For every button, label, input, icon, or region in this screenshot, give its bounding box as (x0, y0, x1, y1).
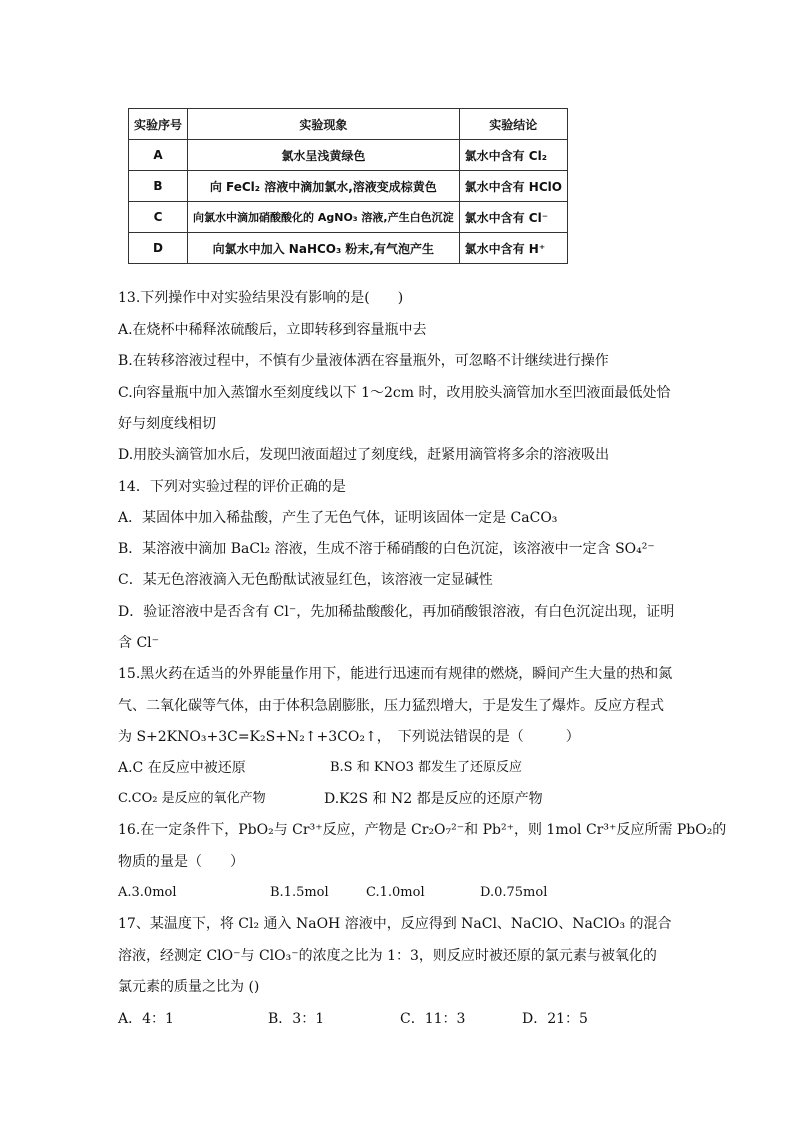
q13-stem: 13.下列操作中对实验结果没有影响的是( ) (118, 290, 404, 306)
q17-option-c: C．11：3 (400, 1011, 466, 1027)
q13-option-b: B.在转移溶液过程中，不慎有少量液体洒在容量瓶外，可忽略不计继续进行操作 (118, 353, 609, 369)
q15-line3: 为 S+2KNO₃+3C=K₂S+N₂↑+3CO₂↑， 下列说法错误的是（ ） (118, 729, 580, 745)
q15-line2: 气、二氧化碳等气体，由于体积急剧膨胀，压力猛烈增大，于是发生了爆炸。反应方程式 (118, 698, 664, 714)
header-phenomenon: 实验现象 (188, 109, 460, 140)
q13-option-c-line2: 好与刻度线相切 (118, 416, 216, 432)
row-phenomenon: 向氯水中加入 NaHCO₃ 粉末,有气泡产生 (188, 233, 460, 264)
row-phenomenon: 氯水呈浅黄绿色 (188, 140, 460, 171)
q16-option-d: D.0.75mol (480, 885, 548, 900)
q13-option-a: A.在烧杯中稀释浓硫酸后，立即转移到容量瓶中去 (118, 322, 427, 338)
q15-option-c: C.CO₂ 是反应的氧化产物 (118, 791, 266, 806)
q13-option-d: D.用胶头滴管加水后，发现凹液面超过了刻度线，赶紧用滴管将多余的溶液吸出 (118, 447, 610, 463)
header-conclusion: 实验结论 (459, 109, 567, 140)
q16-line1: 16.在一定条件下，PbO₂与 Cr³⁺反应，产物是 Cr₂O₇²⁻和 Pb²⁺，则 1mol Cr³⁺反应所需 PbO₂的 (118, 822, 727, 838)
row-phenomenon: 向氯水中滴加硝酸酸化的 AgNO₃ 溶液,产生白色沉淀 (188, 202, 460, 233)
q15-line1: 15.黑火药在适当的外界能量作用下，能进行迅速而有规律的燃烧，瞬间产生大量的热和氮 (118, 666, 673, 682)
q14-option-d-line2: 含 Cl⁻ (118, 635, 160, 651)
row-conclusion: 氯水中含有 Cl₂ (459, 140, 567, 171)
q17-option-a: A．4：1 (118, 1011, 174, 1027)
q14-option-a: A．某固体中加入稀盐酸，产生了无色气体，证明该固体一定是 CaCO₃ (118, 510, 558, 526)
q15-option-d: D.K2S 和 N2 都是反应的还原产物 (324, 791, 543, 807)
table-row (129, 233, 568, 264)
experiment-table (128, 108, 568, 264)
q13-option-c-line1: C.向容量瓶中加入蒸馏水至刻度线以下 1～2cm 时，改用胶头滴管加水至凹液面最低处恰 (118, 385, 671, 401)
row-conclusion: 氯水中含有 Cl⁻ (459, 202, 567, 233)
q16-option-a: A.3.0mol (118, 885, 177, 900)
table-row (129, 202, 568, 233)
header-exp-no: 实验序号 (129, 109, 188, 140)
row-conclusion: 氯水中含有 HClO (459, 171, 567, 202)
row-conclusion: 氯水中含有 H⁺ (459, 233, 567, 264)
q14-option-d-line1: D．验证溶液中是否含有 Cl⁻，先加稀盐酸酸化，再加硝酸银溶液，有白色沉淀出现，证明 (118, 604, 675, 620)
q16-option-c: C.1.0mol (366, 885, 425, 900)
q15-option-b: B.S 和 KNO3 都发生了还原反应 (330, 760, 523, 775)
table-row (129, 171, 568, 202)
q17-line3: 氯元素的质量之比为 () (118, 979, 260, 995)
q16-line2: 物质的量是（ ） (118, 854, 244, 870)
table-row (129, 140, 568, 171)
table-header-row (129, 109, 568, 140)
row-id: A (129, 140, 188, 171)
q17-option-b: B．3：1 (268, 1011, 325, 1027)
q14-stem: 14．下列对实验过程的评价正确的是 (118, 479, 346, 495)
q17-line1: 17、某温度下，将 Cl₂ 通入 NaOH 溶液中，反应得到 NaCl、NaClO、NaClO₃ 的混合 (118, 916, 672, 932)
row-id: D (129, 233, 188, 264)
q15-option-a: A.C 在反应中被还原 (118, 760, 246, 776)
row-id: B (129, 171, 188, 202)
row-phenomenon: 向 FeCl₂ 溶液中滴加氯水,溶液变成棕黄色 (188, 171, 460, 202)
row-id: C (129, 202, 188, 233)
q17-option-d: D．21：5 (522, 1011, 588, 1027)
q14-option-b: B．某溶液中滴加 BaCl₂ 溶液，生成不溶于稀硝酸的白色沉淀，该溶液中一定含 SO₄²⁻ (118, 541, 655, 557)
q17-line2: 溶液，经测定 ClO⁻与 ClO₃⁻的浓度之比为 1：3，则反应时被还原的氯元素与被氧化的 (118, 948, 657, 964)
q14-option-c: C．某无色溶液滴入无色酚酞试液显红色，该溶液一定显碱性 (118, 572, 493, 588)
q16-option-b: B.1.5mol (270, 885, 329, 900)
